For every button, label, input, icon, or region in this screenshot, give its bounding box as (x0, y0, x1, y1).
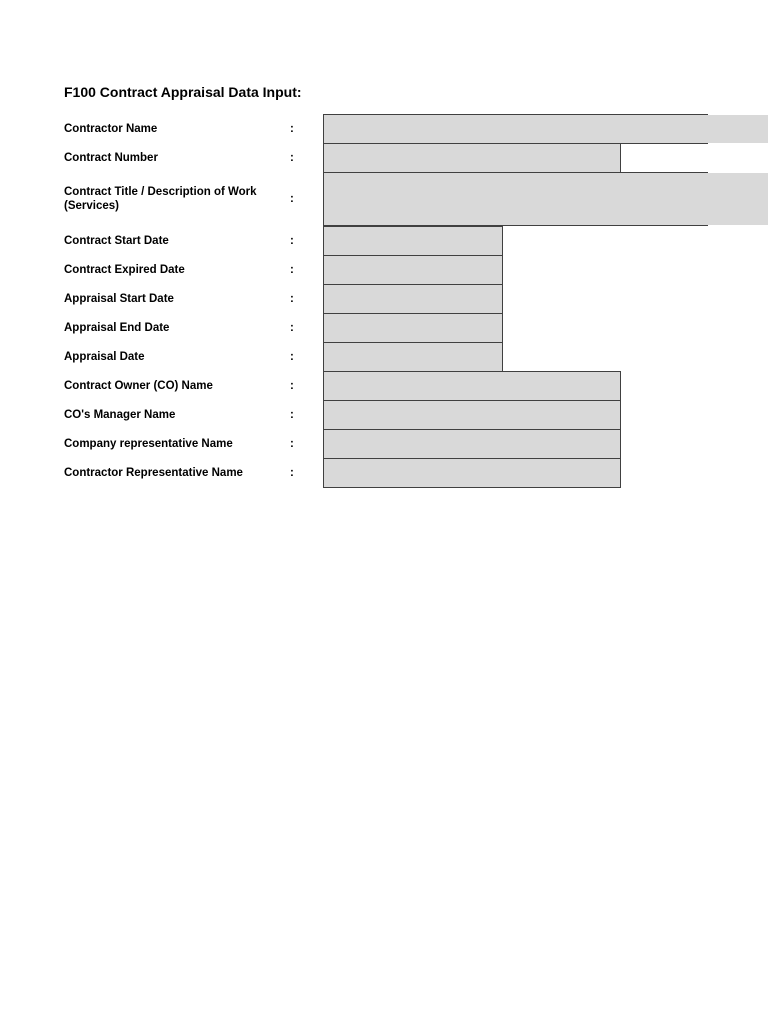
form-title: F100 Contract Appraisal Data Input: (64, 84, 302, 100)
colon-separator: : (290, 122, 294, 135)
contractor-name-field[interactable] (323, 114, 708, 144)
appraisal-date-field[interactable] (323, 342, 503, 372)
colon-separator: : (290, 321, 294, 334)
colon-separator: : (290, 350, 294, 363)
contract-expired-date-field[interactable] (323, 255, 503, 285)
label-co-manager-name: CO's Manager Name (64, 408, 176, 421)
contract-start-date-field[interactable] (323, 226, 503, 256)
label-company-rep-name: Company representative Name (64, 437, 233, 450)
label-contract-number: Contract Number (64, 151, 158, 164)
co-manager-name-field[interactable] (323, 400, 621, 430)
contract-title-field[interactable] (323, 172, 708, 226)
label-contract-title: Contract Title / Description of Work (Services) (64, 186, 257, 212)
contract-number-field[interactable] (323, 143, 621, 173)
appraisal-start-date-field[interactable] (323, 284, 503, 314)
label-appraisal-end-date: Appraisal End Date (64, 321, 170, 334)
label-appraisal-start-date: Appraisal Start Date (64, 292, 174, 305)
label-contractor-name: Contractor Name (64, 122, 158, 135)
label-contract-start-date: Contract Start Date (64, 234, 169, 247)
colon-separator: : (290, 466, 294, 479)
colon-separator: : (290, 292, 294, 305)
label-appraisal-date: Appraisal Date (64, 350, 145, 363)
colon-separator: : (290, 234, 294, 247)
colon-separator: : (290, 408, 294, 421)
appraisal-end-date-field[interactable] (323, 313, 503, 343)
contractor-rep-name-field[interactable] (323, 458, 621, 488)
label-contract-owner-name: Contract Owner (CO) Name (64, 379, 213, 392)
contract-owner-name-field[interactable] (323, 371, 621, 401)
colon-separator: : (290, 151, 294, 164)
colon-separator: : (290, 263, 294, 276)
company-rep-name-field[interactable] (323, 429, 621, 459)
colon-separator: : (290, 379, 294, 392)
label-contract-expired-date: Contract Expired Date (64, 263, 185, 276)
label-contractor-rep-name: Contractor Representative Name (64, 466, 243, 479)
colon-separator: : (290, 437, 294, 450)
colon-separator: : (290, 193, 294, 205)
